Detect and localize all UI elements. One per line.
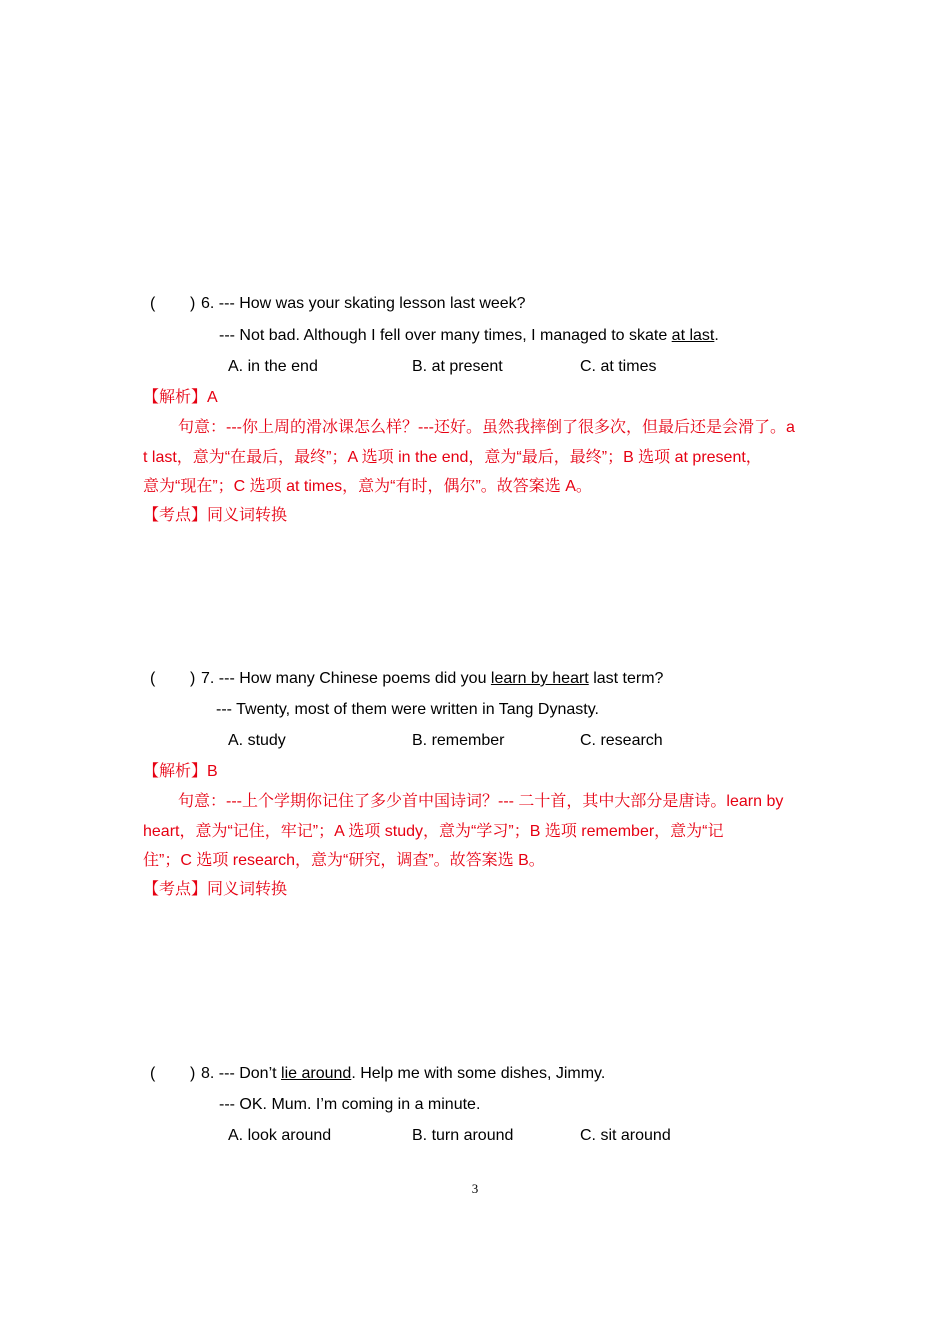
explanation-line-1: 句意：---上个学期你记住了多少首中国诗词？--- 二十首，其中大部分是唐诗。learn by (178, 793, 784, 810)
answer-paren-close: ) (190, 670, 196, 687)
knowledge-point: 【考点】同义词转换 (143, 881, 288, 898)
question-number: 6. (201, 295, 215, 312)
answer-paren-close: ) (190, 1065, 196, 1082)
knowledge-point: 【考点】同义词转换 (143, 507, 288, 524)
question-text: 8. --- Don’t lie around. Help me with some dishes, Jimmy. (201, 1065, 606, 1082)
option-a: A. study (228, 732, 286, 749)
response-text: --- Not bad. Although I fell over many times, I managed to skate at last. (219, 327, 719, 344)
option-b: B. remember (412, 732, 505, 749)
analysis-label: 【解析】B (143, 763, 218, 780)
answer-paren-close: ) (190, 295, 196, 312)
explanation-line-3: 意为“现在”；C 选项 at times，意为“有时，偶尔”。故答案选 A。 (143, 478, 592, 495)
explanation-line-1: 句意：---你上周的滑冰课怎么样？---还好。虽然我摔倒了很多次，但最后还是会滑了。a (178, 419, 795, 436)
underlined-phrase: lie around (281, 1065, 352, 1082)
option-a: A. look around (228, 1127, 332, 1144)
question-number: 8. (201, 1065, 215, 1082)
analysis-label: 【解析】A (143, 389, 218, 406)
underlined-phrase: learn by heart (490, 670, 589, 687)
answer-paren-open: ( (150, 295, 156, 312)
question-line: --- How was your skating lesson last week? (218, 295, 526, 312)
question-number: 7. (201, 670, 215, 687)
response-text: --- Twenty, most of them were written in Tang Dynasty. (216, 701, 599, 718)
question-text: 7. --- How many Chinese poems did you learn by heart last term? (201, 670, 664, 687)
option-a: A. in the end (228, 358, 318, 375)
underlined-phrase: at last (671, 327, 715, 344)
response-text: --- OK. Mum. I’m coming in a minute. (219, 1096, 481, 1113)
answer-paren-open: ( (150, 1065, 156, 1082)
explanation-line-2: heart，意为“记住，牢记”；A 选项 study，意为“学习”；B 选项 remember，意为“记 (143, 823, 724, 840)
option-c: C. sit around (580, 1127, 671, 1144)
option-b: B. turn around (412, 1127, 514, 1144)
explanation-line-2: t last，意为“在最后，最终”；A 选项 in the end，意为“最后，最终”；B 选项 at present， (143, 449, 762, 466)
page-number: 3 (471, 1181, 479, 1196)
option-b: B. at present (412, 358, 503, 375)
option-c: C. at times (580, 358, 657, 375)
explanation-line-3: 住”；C 选项 research，意为“研究，调查”。故答案选 B。 (143, 852, 545, 869)
option-c: C. research (580, 732, 663, 749)
question-text (201, 294, 526, 314)
answer-paren-open: ( (150, 670, 156, 687)
